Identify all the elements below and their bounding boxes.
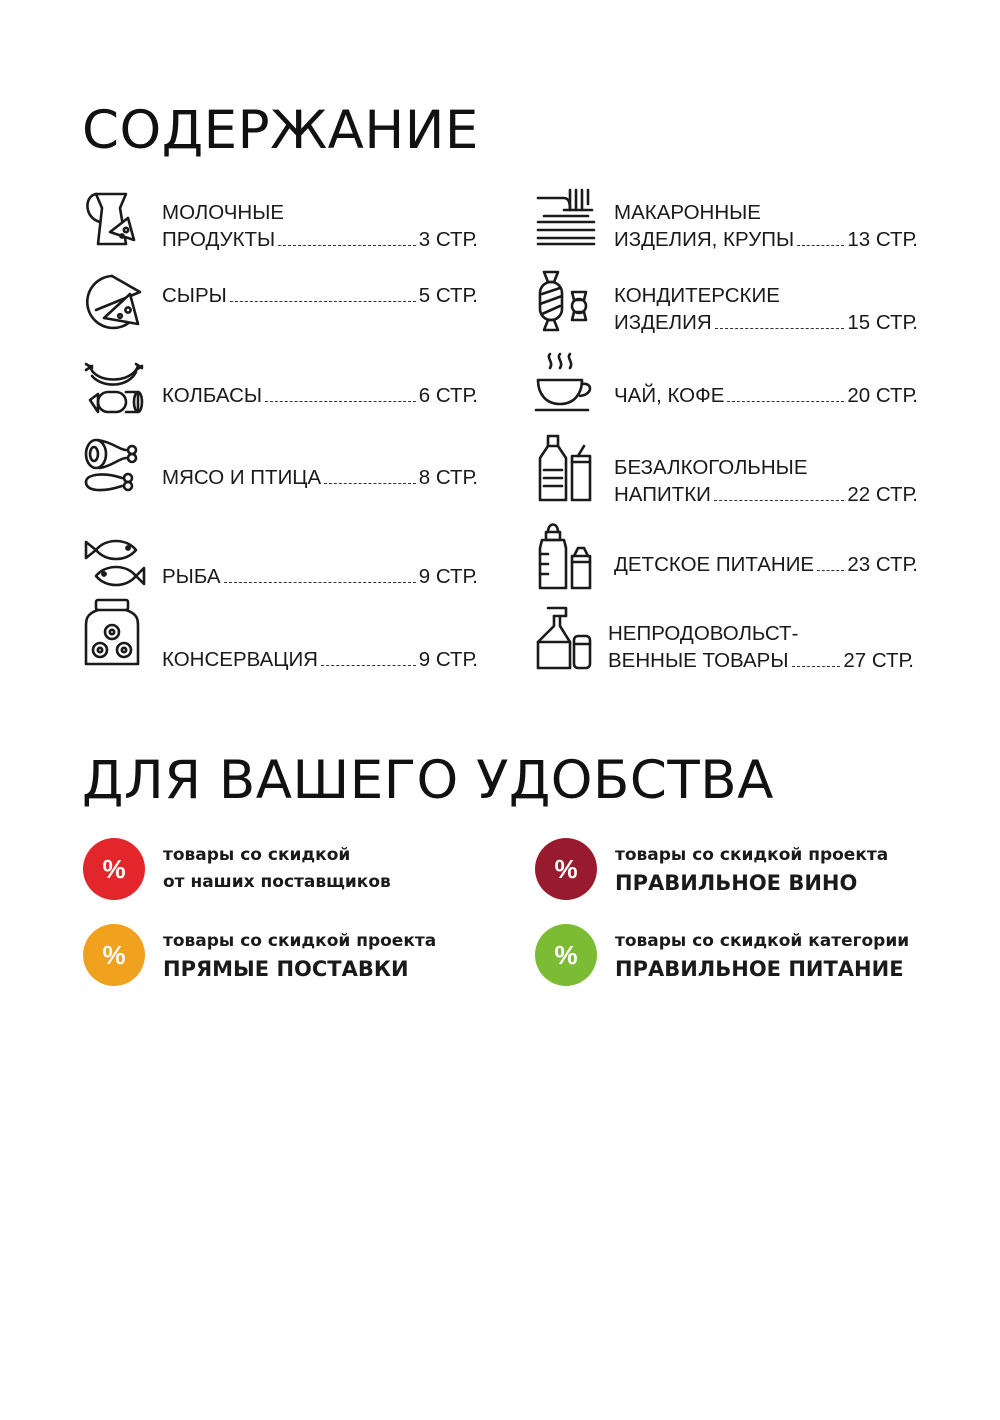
legend-right-wine (535, 838, 935, 902)
toc-item-cheese[interactable] (82, 266, 478, 338)
dot-leader (230, 301, 416, 302)
toc-label: РЫБА (162, 565, 221, 588)
toc-label-line1: МАКАРОННЫЕ (614, 201, 761, 224)
percent-badge-green: % (535, 924, 597, 986)
percent-badge-burgundy: % (535, 838, 597, 900)
cheese-icon (82, 266, 146, 330)
toc-label-line1: КОНДИТЕРСКИЕ (614, 284, 780, 307)
convenience-heading: ДЛЯ ВАШЕГО УДОБСТВА (82, 750, 774, 811)
toc-page: 20 СТР. (847, 384, 918, 407)
toc-item-tea-coffee[interactable] (534, 350, 918, 422)
toc-page: 9 СТР. (418, 648, 478, 671)
meat-poultry-icon (82, 436, 146, 500)
percent-badge-red: % (83, 838, 145, 900)
baby-bottle-icon (534, 518, 594, 590)
toc-item-soft-drinks[interactable] (534, 434, 918, 508)
toc-page: 15 СТР. (847, 311, 918, 334)
toc-label: ИЗДЕЛИЯ, КРУПЫ (614, 228, 795, 251)
toc-label: ВЕННЫЕ ТОВАРЫ (608, 649, 789, 672)
sausage-icon (82, 358, 146, 418)
toc-item-baby-food[interactable] (534, 518, 918, 594)
toc-item-preserves[interactable] (82, 598, 478, 674)
dot-leader (727, 401, 844, 402)
legend-line2: ПРЯМЫЕ ПОСТАВКИ (163, 957, 409, 981)
toc-page: 22 СТР. (847, 483, 918, 506)
toc-page: 9 СТР. (418, 565, 478, 588)
toc-label: МЯСО И ПТИЦА (162, 466, 322, 489)
percent-badge-orange: % (83, 924, 145, 986)
legend-line1: товары со скидкой категории (615, 931, 910, 951)
toc-label-line1: МОЛОЧНЫЕ (162, 201, 285, 224)
household-goods-icon (534, 606, 594, 670)
dot-leader (324, 483, 416, 484)
toc-label: ЧАЙ, КОФЕ (614, 384, 725, 407)
toc-page: 8 СТР. (418, 466, 478, 489)
dot-leader (817, 570, 844, 571)
legend-line2: ПРАВИЛЬНОЕ ВИНО (615, 871, 858, 895)
legend-line1: товары со скидкой проекта (615, 845, 889, 865)
toc-label: КОЛБАСЫ (162, 384, 263, 407)
toc-item-sausages[interactable] (82, 358, 478, 424)
toc-label: НАПИТКИ (614, 483, 711, 506)
dot-leader (265, 401, 416, 402)
milk-jug-icon (82, 188, 142, 248)
toc-label: КОНСЕРВАЦИЯ (162, 648, 318, 671)
toc-item-meat-poultry[interactable] (82, 436, 478, 508)
dot-leader (278, 245, 416, 246)
toc-page: 27 СТР. (843, 649, 914, 672)
legend-supplier-discount (83, 838, 483, 902)
pasta-icon (534, 188, 598, 248)
toc-page: 5 СТР. (418, 284, 478, 307)
dot-leader (792, 666, 841, 667)
toc-label: ИЗДЕЛИЯ (614, 311, 712, 334)
dot-leader (797, 245, 844, 246)
toc-item-confectionery[interactable] (534, 270, 918, 338)
dot-leader (224, 582, 416, 583)
candy-icon (534, 270, 598, 332)
toc-label-line1: НЕПРОДОВОЛЬСТ- (608, 622, 799, 645)
legend-line2: ПРАВИЛЬНОЕ ПИТАНИЕ (615, 957, 904, 981)
dot-leader (714, 500, 844, 501)
toc-item-pasta-grains[interactable] (534, 188, 918, 254)
toc-item-fish[interactable] (82, 536, 478, 596)
preserves-jar-icon (82, 598, 142, 668)
toc-item-household-goods[interactable] (534, 606, 918, 676)
toc-page: 6 СТР. (418, 384, 478, 407)
dot-leader (321, 665, 416, 666)
legend-healthy-food (535, 924, 935, 988)
dot-leader (715, 328, 845, 329)
fish-icon (82, 536, 146, 590)
soft-drinks-icon (534, 434, 594, 502)
toc-page: 23 СТР. (847, 553, 918, 576)
toc-item-dairy[interactable] (82, 188, 478, 254)
toc-page: 3 СТР. (418, 228, 478, 251)
legend-line1: товары со скидкой проекта (163, 931, 437, 951)
contents-heading: СОДЕРЖАНИЕ (82, 100, 479, 161)
coffee-cup-icon (534, 350, 598, 416)
toc-label: СЫРЫ (162, 284, 227, 307)
toc-label-line1: БЕЗАЛКОГОЛЬНЫЕ (614, 456, 808, 479)
legend-line1: товары со скидкой (163, 845, 351, 865)
toc-page: 13 СТР. (847, 228, 918, 251)
toc-label: ПРОДУКТЫ (162, 228, 276, 251)
legend-direct-supplies (83, 924, 483, 988)
toc-label: ДЕТСКОЕ ПИТАНИЕ (614, 553, 815, 576)
legend-line2: от наших поставщиков (163, 872, 391, 892)
